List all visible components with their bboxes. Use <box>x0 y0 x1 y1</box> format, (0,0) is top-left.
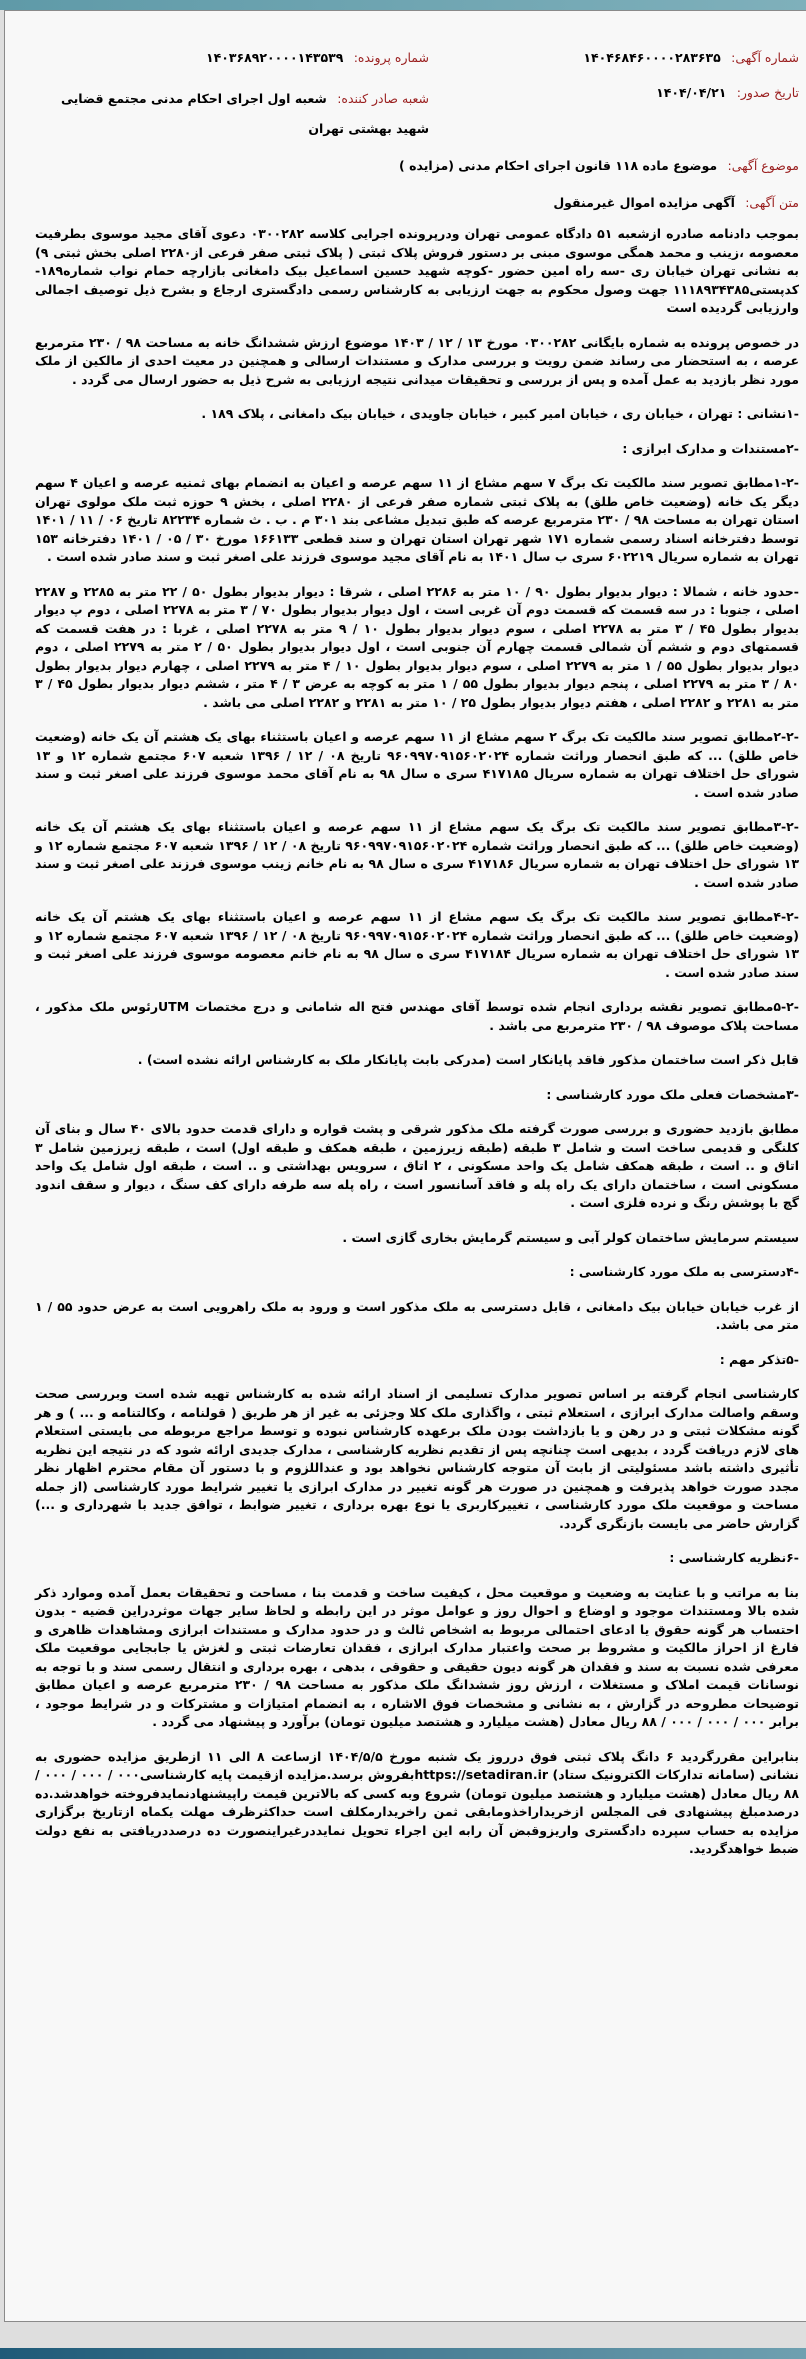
issuing-branch-label: شعبه صادر کننده: <box>337 91 429 106</box>
subject-label: موضوع آگهی: <box>727 158 799 173</box>
notice-paragraph: -۴-۲مطابق تصویر سند مالکیت تک برگ یک سهم مشاع از ۱۱ سهم عرصه و اعیان باستثناء بهای یک هشتم آن یک خانه (وضعیت خاص طلق) ... که طبق انحصار وراثت شماره ۹۶۰۹۹۷۰۹۱۵۶۰۲۰۲۴ تاریخ ۰۸ / ۱۲ / ۱۳۹۶ شعبه ۶۰۷ مجتمع شماره ۱۲ و ۱۳ شورای حل اختلاف تهران به شماره سریال ۴۱۷۱۸۴ سری ه سال ۹۸ به نام خانم معصومه موسوی فرزند علی اصغر ثبت و سند صادر شده است . <box>35 909 799 980</box>
case-number-value: ۱۴۰۳۶۸۹۲۰۰۰۰۱۴۳۵۳۹ <box>206 50 344 65</box>
notice-body <box>35 225 799 1875</box>
issue-date-field <box>656 84 799 102</box>
notice-paragraph: سیستم سرمایش ساختمان کولر آبی و سیستم گرمایش بخاری گازی است . <box>342 1229 799 1245</box>
notice-number-value: ۱۴۰۴۶۸۴۶۰۰۰۰۲۸۳۶۳۵ <box>583 50 721 65</box>
issue-date-label: تاریخ صدور: <box>736 85 799 100</box>
notice-paragraph: -۲مستندات و مدارک ابرازی : <box>622 440 799 456</box>
notice-number-field <box>583 49 799 67</box>
notice-paragraph: کارشناسی انجام گرفته بر اساس تصویر مدارک تسلیمی از اسناد ارائه شده به کارشناس تهیه شده است وبررسی صحت وسقم واصالت مدارک ابرازی ، استعلام ثبتی ، واگذاری ملک کلا وجزئی به غیر از هر طریق ( قولنامه ، وکالتنامه و ... ) و هر گونه مشکلات ثبتی و در رهن و یا بازداشت بودن ملک برعهده کارشناس نبوده و توسط مراجع مربوطه می بایستی استعلام های لازم دریافت گردد ، بدیهی است چنانچه پس از تقدیم نظریه کارشناسی ، مدارک جدیدی ارائه شود که در نتیجه این نظریه تأثیری داشته باشد مسئولیتی از بابت آن متوجه کارشناس نخواهد بود و عنداللزوم و با دستور آن مقام محترم اظهار نظر مجدد صورت خواهد پذیرفت و همچنین در صورت هر گونه تغییر در مدارک ابرازی یا تغییر شرایط مورد کارشناسی (از جمله مساحت و موقعیت ملک مورد کارشناسی ، تغییرکاربری یا نوع بهره برداری ، تغییر ضوابط ، توافق جدید با شهرداری و ...) گزارش حاضر می بایست بازنگری گردد. <box>35 1386 799 1531</box>
notice-paragraph: -۳-۲مطابق تصویر سند مالکیت تک برگ یک سهم مشاع از ۱۱ سهم عرصه و اعیان باستثناء بهای یک هشتم آن یک خانه (وضعیت خاص طلق) ... که طبق انحصار وراثت شماره ۹۶۰۹۹۷۰۹۱۵۶۰۲۰۲۴ تاریخ ۰۸ / ۱۲ / ۱۳۹۶ شعبه ۶۰۷ مجتمع شماره ۱۲ و ۱۳ شورای حل اختلاف تهران به شماره سریال ۴۱۷۱۸۶ سری ه سال ۹۸ به نام خانم زینب موسوی فرزند علی اصغر ثبت و سند صادر شده است . <box>35 819 799 890</box>
case-number-label: شماره پرونده: <box>353 50 429 65</box>
notice-paragraph: در خصوص پرونده به شماره بایگانی ۰۳۰۰۲۸۲ مورخ ۱۳ / ۱۲ / ۱۴۰۳ موضوع ارزش ششدانگ خانه به مساحت ۹۸ / ۲۳۰ مترمربع عرصه ، به استحضار می رساند ضمن رویت و بررسی مدارک و مستندات ارسالی و همچنین در معیت احدی از مالکین از ملک مورد نظر بازدید به عمل آمده و پس از بررسی و تحقیقات میدانی نتیجه ارزیابی به شرح ذیل به حضور ارسال می گردد . <box>35 334 799 387</box>
notice-text-label: متن آگهی: <box>745 195 799 210</box>
notice-paragraph: بنا به مراتب و با عنایت به وضعیت و موقعیت محل ، کیفیت ساخت و قدمت بنا ، مساحت و تحقیقات بعمل آمده وموارد ذکر شده بالا ومستندات موجود و اوضاع و احوال روز و عوامل موثر در این رابطه و لحاظ سایر جهات موثردراین قضیه - بدون احتساب هر گونه حقوق یا ادعای احتمالی مربوط به اشخاص ثالث و در حدود مدارک و مستندات ابرازی ومشاهدات ظاهری و فارغ از احراز مالکیت و مشروط بر صحت واعتبار مدارک ابرازی ، فقدان تعارضات ثبتی و لغزش یا جابجایی موقعیت ملک معرفی شده نسبت به سند و فقدان هر گونه دیون حقیقی و حقوقی ، بدهی ، بهره برداری و انتقال رسمی سند و با توجه به نوسانات قیمت املاک و مستغلات ، ارزش روز ششدانگ ملک مذکور به مساحت ۹۸ / ۲۳۰ مترمربع عرصه و اعیان مطابق توضیحات مطروحه در گزارش ، به نشانی و مشخصات فوق الاشاره ، به انضمام امتیازات و مشترکات و در شرایط موجود ، برابر ۰۰۰ / ۰۰۰ / ۰۰۰ / ۸۸ ریال معادل (هشت میلیارد و هشتصد میلیون تومان) برآورد و پیشنهاد می گردد . <box>35 1584 800 1729</box>
notice-paragraph: قابل ذکر است ساختمان مذکور فاقد پایانکار است (مدرکی بابت پایانکار ملک به کارشناس ارائه نشده است) . <box>137 1052 799 1067</box>
notice-paragraph: -حدود خانه ، شمالا : دیوار بدیوار بطول ۹۰ / ۱۰ متر به ۲۲۸۶ اصلی ، شرقا : دیوار بدیوار بطول ۵۰ / ۲۲ متر به ۲۲۸۵ و ۲۲۸۷ اصلی ، جنوبا : در سه قسمت که قسمت دوم آن غربی است ، اول دیوار بدیوار بطول ۷۰ / ۳ متر به ۲۲۷۸ اصلی ، دوم پ دیوار بدیوار بطول ۴۵ / ۳ متر به ۲۲۷۸ اصلی ، سوم دیوار بدیوار بطول ۱۰ / ۹ متر به ۲۲۷۸ اصلی ، غربا : در هفت قسمت که قسمتهای دوم و ششم آن شمالی قسمت چهارم آن جنوبی است ، اول دیوار بدیوار بطول ۵۰ / ۲ متر به ۲۲۷۹ اصلی ، دوم دیوار بدیوار بطول ۵۵ / ۱ متر به ۲۲۷۹ اصلی ، سوم دیوار بدیوار بطول ۱۰ / ۴ متر به ۲۲۷۹ اصلی ، چهارم دیوار بدیوار بطول ۸۰ / ۳ متر به ۲۲۷۹ اصلی ، پنجم دیوار بدیوار بطول ۵۵ / ۱ متر به کوچه به عرض ۳ / ۴ متر ، ششم دیوار بدیوار بطول ۴۵ / ۳ متر به ۲۲۸۱ و ۲۲۸۲ اصلی ، هفتم دیوار بدیوار بطول ۲۵ / ۱۰ متر به ۲۲۸۱ و ۲۲۸۲ اصلی می باشد . <box>35 583 800 710</box>
notice-paragraph: مطابق بازدید حضوری و بررسی صورت گرفته ملک مذکور شرقی و پشت قواره و دارای قدمت حدود بالای ۴۰ سال و بنای آن کلنگی و قدیمی ساخت است و شامل ۳ طبقه (طبقه زیرزمین ، طبقه همکف و طبقه اول) است ، طبقه زیرزمین شامل ۳ اتاق و .. است ، طبقه همکف شامل یک واحد مسکونی ، ۲ اتاق ، سرویس بهداشتی و .. است ، طبقه اول شامل یک واحد مسکونی است ، ساختمان دارای یک راه پله و فاقد آسانسور است ، راه پله سه طرفه دارای کف سنگ ، دیوار و سقف اندود گچ با پوشش رنگ و نرده فلزی است . <box>35 1121 800 1210</box>
notice-panel <box>4 10 806 2322</box>
notice-paragraph: بموجب دادنامه صادره ازشعبه ۵۱ دادگاه عمومی تهران ودرپرونده اجرایی کلاسه ۰۳۰۰۲۸۲ دعوی آقای مجید موسوی بطرفیت معصومه ،زینب و محمد همگی موسوی مبنی بر دستور فروش پلاک ثبتی ( پلاک ثبتی صفر فرعی از۲۲۸۰ اصلی بخش ثبتی ۹) به نشانی تهران خیابان ری -سه راه امین حضور -کوچه شهید حسین اسماعیل بیک دامغانی بازارچه حمام نواب شماره۱۸۹-کدپستی۱۱۱۸۹۳۴۳۸۵ جهت وصول محکوم به جهت ارزیابی به کارشناس رسمی دادگستری ارجاع و بشرح ذیل توصیف اجمالی وارزیابی گردیده است <box>35 226 799 315</box>
case-number-field <box>206 49 429 67</box>
notice-paragraph: -۶نظریه کارشناسی : <box>669 1550 799 1565</box>
subject-field <box>399 157 799 175</box>
subject-value: موضوع ماده ۱۱۸ قانون اجرای احکام مدنی (مزایده ) <box>399 158 718 173</box>
notice-text-title: آگهی مزایده اموال غیرمنقول <box>553 195 735 210</box>
notice-paragraph: از غرب خیابان خیابان بیک دامغانی ، قابل دسترسی به ملک مذکور است و ورود به ملک راهرویی است به عرض حدود ۵۵ / ۱ متر می باشد. <box>35 1298 799 1332</box>
notice-paragraph: -۲-۲مطابق تصویر سند مالکیت تک برگ ۲ سهم مشاع از ۱۱ سهم عرصه و اعیان باستثناء بهای یک هشتم آن یک خانه (وضعیت خاص طلق) ... که طبق انحصار وراثت شماره ۹۶۰۹۹۷۰۹۱۵۶۰۲۰۲۴ تاریخ ۰۸ / ۱۲ / ۱۳۹۶ شعبه ۶۰۷ مجتمع شماره ۱۲ و ۱۳ شورای حل اختلاف تهران به شماره سریال ۴۱۷۱۸۵ سری ه سال ۹۸ به نام آقای محمد موسوی فرزند علی اصغر ثبت و سند صادر شده است . <box>35 729 800 800</box>
notice-number-label: شماره آگهی: <box>731 50 799 65</box>
notice-paragraph: -۱-۲مطابق تصویر سند مالکیت تک برگ ۷ سهم مشاع از ۱۱ سهم عرصه و اعیان به انضمام بهای ثمنیه عرصه و اعیان ۴ سهم دیگر یک خانه (وضعیت خاص طلق) به پلاک ثبتی شماره صفر فرعی از ۲۲۸۰ اصلی ، بخش ۹ حوزه ثبت ملک مولوی تهران استان تهران به مساحت ۹۸ / ۲۳۰ مترمربع عرصه که طبق تبدیل مشاعی بند ۳۰۱ م . ب . ث شماره ۸۲۲۳۴ تاریخ ۰۶ / ۱۱ / ۱۴۰۱ توسط دفترخانه اسناد رسمی شماره ۱۷۱ شهر تهران استان تهران و سند قطعی ۱۶۶۱۳۳ مورخ ۳۰ / ۰۵ / ۱۴۰۱ دفترخانه ۱۵۳ تهران به شماره سریال ۶۰۲۲۱۹ سری ب سال ۱۴۰۱ به نام آقای مجید موسوی فرزند علی اصغر ثبت و سند صادر شده است . <box>35 475 800 564</box>
notice-paragraph: -۳مشخصات فعلی ملک مورد کارشناسی : <box>546 1086 799 1102</box>
notice-paragraph: -۵تذکر مهم : <box>719 1351 799 1367</box>
issuing-branch-value: شعبه اول اجرای احکام مدنی مجتمع قضایی شهید بهشتی تهران <box>60 91 429 136</box>
notice-paragraph: بنابراین مقررگردید ۶ دانگ پلاک ثبتی فوق درروز یک شنبه مورخ ۱۴۰۴/۵/۵ ازساعت ۸ الی ۱۱ ازطریق مزایده حضوری به نشانی (سامانه تدارکات الکترونیک ستاد) https://setadiran.irبفروش برسد.مزایده ازقیمت پایه کارشناسی۰۰۰ / ۰۰۰ / ۰۰۰ / ۸۸ ریال معادل (هشت میلیارد و هشتصد میلیون تومان) شروع وبه کسی که بالاترین قیمت راپیشنهادنمایدفروخته خواهدشد.ده درصدمبلغ پیشنهادی فی المجلس ازخریداراخذومابقی ثمن راخریدارمکلف است حداکثرظرف مهلت یکماه ازتاریخ برگزاری مزایده به حساب سپرده دادگستری واریزوقبض آن رابه این اجراء تحویل نمایددرغیراینصورت ده درصددریافتی به نفع دولت ضبط خواهدگردید. <box>35 1748 799 1856</box>
issuing-branch-field <box>35 84 429 144</box>
window-bottom-bar <box>0 2348 806 2359</box>
window-top-bar <box>0 0 806 10</box>
notice-paragraph: -۴دسترسی به ملک مورد کارشناسی : <box>569 1264 799 1279</box>
notice-paragraph: -۱نشانی : تهران ، خیابان ری ، خیابان امیر کبیر ، خیابان جاویدی ، خیابان بیک دامغانی ، پلاک ۱۸۹ . <box>201 406 799 421</box>
notice-text-title-field <box>553 194 799 212</box>
issue-date-value: ۱۴۰۴/۰۴/۲۱ <box>656 85 727 100</box>
notice-paragraph: -۵-۲مطابق تصویر نقشه برداری انجام شده توسط آقای مهندس فتح اله شامانی و درج مختصات UTMرئوس ملک مذکور ، مساحت پلاک موصوف ۹۸ / ۲۳۰ مترمربع می باشد . <box>35 999 799 1033</box>
